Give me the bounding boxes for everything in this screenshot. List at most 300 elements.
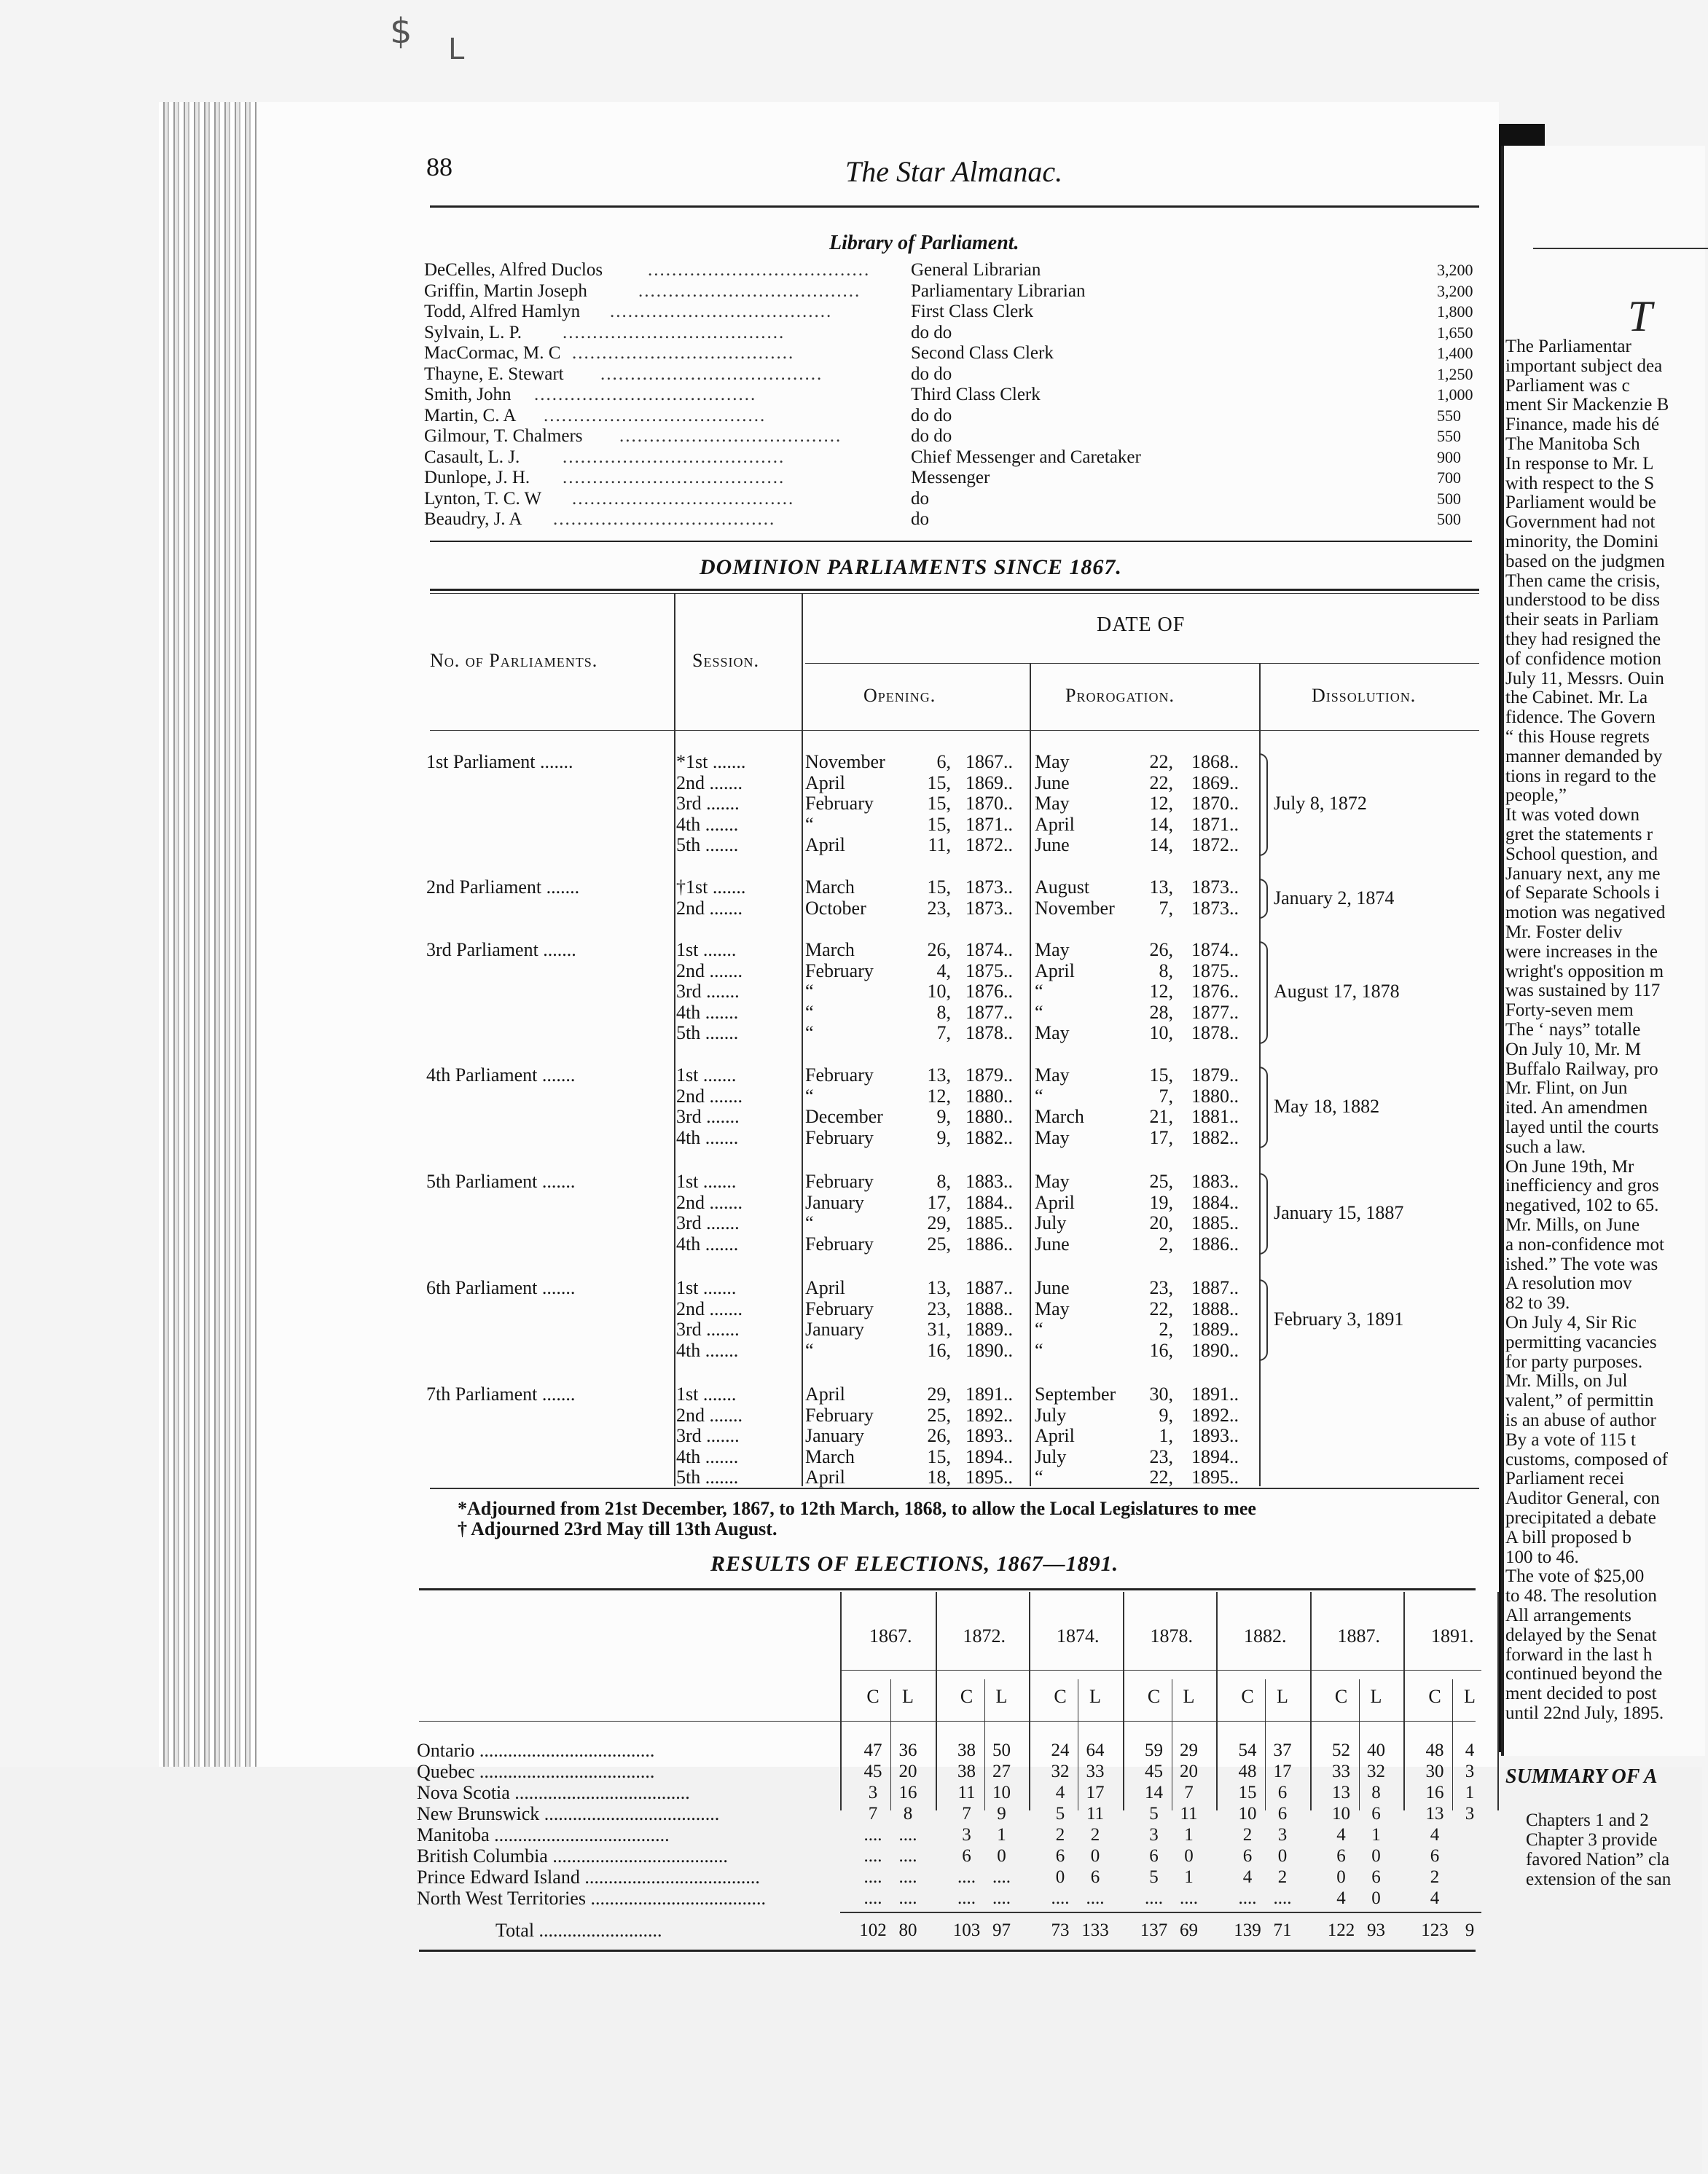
col-number: No. of Parliaments. xyxy=(430,650,598,671)
conservative-header: C xyxy=(1054,1686,1067,1707)
prorogation-day: 8, xyxy=(1159,960,1173,981)
right-page xyxy=(1501,146,1705,1889)
staff-salary: 500 xyxy=(1437,510,1461,528)
prorogation-month: April xyxy=(1035,1425,1075,1446)
date-of-rule xyxy=(805,663,1479,664)
conservative-header: C xyxy=(1428,1686,1441,1707)
staff-position: do do xyxy=(911,364,952,384)
election-value: 0 xyxy=(1371,1888,1381,1908)
col-opening: Opening. xyxy=(863,685,936,706)
election-value: 0 xyxy=(1090,1846,1100,1866)
staff-position: Third Class Clerk xyxy=(911,385,1041,404)
footnote-2: † Adjourned 23rd May till 13th August. xyxy=(458,1518,777,1539)
prorogation-day: 16, xyxy=(1149,1339,1173,1361)
election-value: 1 xyxy=(1371,1825,1381,1845)
parliament-name: 7th Parliament ....... xyxy=(426,1384,576,1405)
prorogation-day: 28, xyxy=(1149,1001,1173,1023)
library-row xyxy=(424,343,1473,364)
parliaments-top-rule-2 xyxy=(430,593,1479,594)
total-value: 103 xyxy=(952,1920,981,1940)
opening-year: 1889.. xyxy=(965,1319,1013,1340)
prorogation-day: 12, xyxy=(1149,793,1173,814)
opening-year: 1880.. xyxy=(965,1106,1013,1127)
election-value: 13 xyxy=(1332,1783,1350,1802)
opening-day: 23, xyxy=(927,1298,951,1319)
staff-salary: 550 xyxy=(1437,406,1461,425)
election-value: 1 xyxy=(997,1825,1006,1845)
session-label: 3rd ....... xyxy=(676,1319,740,1340)
election-value: 6 xyxy=(1336,1846,1346,1866)
prorogation-month: May xyxy=(1035,1298,1070,1319)
election-value: 1 xyxy=(1184,1825,1194,1845)
right-page-line: ment decided to post xyxy=(1505,1684,1657,1704)
right-page-rule xyxy=(1533,248,1708,249)
session-label: *1st ....... xyxy=(676,751,746,772)
leader-dots: ..................................... xyxy=(563,468,786,487)
opening-year: 1885.. xyxy=(965,1212,1013,1233)
right-page-line: Then came the crisis, xyxy=(1505,570,1661,591)
staff-salary: 900 xyxy=(1437,447,1461,466)
right-page-line: tions in regard to the xyxy=(1505,766,1656,786)
liberal-header: L xyxy=(902,1686,914,1707)
staff-position: do xyxy=(911,509,929,529)
session-label: 2nd ....... xyxy=(676,1191,743,1213)
library-title: Library of Parliament. xyxy=(829,232,1019,254)
election-value: 10 xyxy=(1238,1804,1257,1824)
col-date-of: DATE OF xyxy=(1097,613,1186,636)
prorogation-year: 1884.. xyxy=(1191,1191,1239,1213)
election-value: 4 xyxy=(1430,1888,1440,1908)
prorogation-day: 15, xyxy=(1149,1064,1173,1086)
right-page-line: for party purposes. xyxy=(1505,1351,1643,1372)
right-page-line: were increases in the xyxy=(1505,941,1658,962)
prorogation-month: November xyxy=(1035,897,1115,919)
opening-month: November xyxy=(805,751,885,772)
parliament-name: 1st Parliament ....... xyxy=(426,751,573,772)
session-label: 2nd ....... xyxy=(676,1298,743,1319)
prorogation-year: 1886.. xyxy=(1191,1233,1239,1255)
opening-day: 16, xyxy=(927,1339,951,1361)
leader-dots: ..................................... xyxy=(534,385,757,404)
election-value: 16 xyxy=(898,1783,917,1802)
prorogation-day: 10, xyxy=(1149,1022,1173,1043)
opening-month: February xyxy=(805,1064,874,1086)
election-value: 33 xyxy=(1086,1762,1105,1781)
opening-year: 1891.. xyxy=(965,1384,1013,1405)
total-value: 123 xyxy=(1421,1920,1449,1940)
election-value: 4 xyxy=(1336,1888,1346,1908)
opening-year: 1888.. xyxy=(965,1298,1013,1319)
election-value: .... xyxy=(898,1825,917,1845)
conservative-header: C xyxy=(866,1686,880,1707)
right-page-line: they had resigned the xyxy=(1505,629,1661,649)
right-page-line: continued beyond the xyxy=(1505,1664,1663,1684)
election-value: 6 xyxy=(1277,1804,1288,1824)
session-label: 2nd ....... xyxy=(676,897,743,919)
prorogation-day: 20, xyxy=(1149,1212,1173,1233)
election-value: 6 xyxy=(1090,1867,1100,1887)
session-label: 4th ....... xyxy=(676,1339,739,1361)
summary-line: favored Nation” cla xyxy=(1526,1850,1670,1869)
session-label: 1st ....... xyxy=(676,1064,737,1086)
total-value: 133 xyxy=(1081,1920,1109,1940)
prorogation-month: “ xyxy=(1035,1085,1043,1107)
library-row xyxy=(424,509,1473,530)
library-rule xyxy=(430,541,1472,542)
prorogation-month: “ xyxy=(1035,1467,1043,1488)
opening-day: 9, xyxy=(936,1126,951,1148)
parliaments-title: DOMINION PARLIAMENTS SINCE 1867. xyxy=(700,555,1122,579)
opening-year: 1884.. xyxy=(965,1191,1013,1213)
opening-month: February xyxy=(805,1233,874,1255)
elections-vline xyxy=(1029,1592,1030,1810)
opening-day: 23, xyxy=(927,897,951,919)
staff-salary: 3,200 xyxy=(1437,261,1473,279)
election-year: 1874. xyxy=(1057,1625,1100,1647)
right-page-line: 82 to 39. xyxy=(1505,1293,1570,1314)
session-label: 4th ....... xyxy=(676,1445,739,1467)
right-page-line: Finance, made his dé xyxy=(1505,415,1660,435)
right-page-line: of Separate Schools i xyxy=(1505,883,1660,903)
right-page-line: The ‘ nays” totalle xyxy=(1505,1020,1641,1040)
total-value: 137 xyxy=(1140,1920,1168,1940)
election-year: 1882. xyxy=(1244,1625,1287,1647)
right-page-line: ment Sir Mackenzie B xyxy=(1505,395,1669,415)
session-label: 2nd ....... xyxy=(676,772,743,793)
prorogation-year: 1891.. xyxy=(1191,1384,1239,1405)
opening-year: 1878.. xyxy=(965,1022,1013,1043)
opening-year: 1882.. xyxy=(965,1126,1013,1148)
right-page-line: The Parliamentar xyxy=(1505,337,1631,356)
opening-day: 9, xyxy=(936,1106,951,1127)
prorogation-month: June xyxy=(1035,772,1070,793)
right-page-line: Auditor General, con xyxy=(1505,1488,1660,1509)
prorogation-month: July xyxy=(1035,1212,1067,1233)
prorogation-day: 30, xyxy=(1149,1384,1173,1405)
election-value: 3 xyxy=(868,1783,878,1802)
right-page-line: their seats in Parliam xyxy=(1505,610,1659,630)
right-page-line: negatived, 102 to 65. xyxy=(1505,1196,1659,1216)
staff-name: Griffin, Martin Joseph xyxy=(424,280,587,301)
prorogation-day: 1, xyxy=(1159,1425,1173,1446)
opening-month: “ xyxy=(805,1022,814,1043)
election-value: 36 xyxy=(898,1741,917,1760)
prorogation-year: 1887.. xyxy=(1191,1277,1239,1298)
election-value: 64 xyxy=(1086,1741,1105,1760)
parliament-name: 5th Parliament ....... xyxy=(426,1171,576,1192)
year-rule xyxy=(840,1670,1481,1671)
staff-name: Smith, John xyxy=(424,385,512,404)
staff-name: Lynton, T. C. W xyxy=(424,488,542,509)
right-page-line: people,” xyxy=(1505,785,1567,806)
leader-dots: ..................................... xyxy=(563,322,786,342)
opening-month: March xyxy=(805,939,855,960)
library-row xyxy=(424,426,1473,447)
staff-name: DeCelles, Alfred Duclos xyxy=(424,260,603,280)
opening-month: “ xyxy=(805,813,814,835)
opening-year: 1874.. xyxy=(965,939,1013,960)
right-page-line: of confidence motion xyxy=(1505,648,1661,669)
drop-cap: T xyxy=(1628,292,1653,340)
election-year: 1872. xyxy=(963,1625,1006,1647)
election-value: 6 xyxy=(962,1846,971,1866)
library-row xyxy=(424,281,1473,302)
right-page-line: manner demanded by xyxy=(1505,746,1663,766)
right-page-line: customs, composed of xyxy=(1505,1449,1668,1469)
prorogation-month: “ xyxy=(1035,1001,1043,1023)
session-label: 4th ....... xyxy=(676,1126,739,1148)
prorogation-day: 22, xyxy=(1149,1467,1173,1488)
staff-name: MacCormac, M. C xyxy=(424,343,561,363)
col-session: Session. xyxy=(692,650,759,671)
opening-month: April xyxy=(805,1467,845,1488)
election-value: .... xyxy=(1180,1888,1198,1908)
opening-day: 31, xyxy=(927,1319,951,1340)
election-value: 15 xyxy=(1238,1783,1257,1802)
opening-year: 1894.. xyxy=(965,1445,1013,1467)
parliament-name: 3rd Parliament ....... xyxy=(426,939,576,960)
election-value: 1 xyxy=(1184,1867,1194,1887)
election-value: 7 xyxy=(962,1804,971,1824)
opening-month: March xyxy=(805,1445,855,1467)
right-page-line: motion was negatived xyxy=(1505,903,1666,923)
election-value: 40 xyxy=(1367,1741,1385,1760)
right-page-line: In response to Mr. L xyxy=(1505,453,1654,474)
election-value: 13 xyxy=(1425,1804,1444,1824)
right-page-line: precipitated a debate xyxy=(1505,1508,1656,1528)
opening-day: 7, xyxy=(936,1022,951,1043)
election-value: 2 xyxy=(1277,1867,1288,1887)
staff-salary: 550 xyxy=(1437,427,1461,445)
opening-month: February xyxy=(805,1171,874,1192)
election-value: 45 xyxy=(863,1762,882,1781)
right-page-line: minority, the Domini xyxy=(1505,532,1659,552)
staff-position: General Librarian xyxy=(911,260,1041,280)
election-value: 3 xyxy=(1149,1825,1159,1845)
group-brace xyxy=(1259,1279,1268,1361)
total-value: 80 xyxy=(898,1920,917,1940)
opening-month: April xyxy=(805,1384,845,1405)
total-rule xyxy=(840,1912,1481,1913)
election-value: 6 xyxy=(1242,1846,1253,1866)
election-value: 0 xyxy=(1184,1846,1194,1866)
prorogation-year: 1889.. xyxy=(1191,1319,1239,1340)
parliaments-vline-2 xyxy=(802,594,803,1486)
prorogation-year: 1875.. xyxy=(1191,960,1239,981)
prorogation-year: 1874.. xyxy=(1191,939,1239,960)
opening-day: 26, xyxy=(927,1425,951,1446)
right-page-line: fidence. The Govern xyxy=(1505,707,1656,728)
prorogation-day: 2, xyxy=(1159,1319,1173,1340)
opening-year: 1872.. xyxy=(965,834,1013,855)
election-value: 37 xyxy=(1273,1741,1292,1760)
prorogation-day: 2, xyxy=(1159,1233,1173,1255)
opening-day: 15, xyxy=(927,793,951,814)
library-row xyxy=(424,260,1473,280)
election-value: 4 xyxy=(1465,1741,1475,1760)
right-page-line: The vote of $25,00 xyxy=(1505,1566,1645,1587)
election-value: 0 xyxy=(1055,1867,1065,1887)
prorogation-month: May xyxy=(1035,1064,1070,1086)
election-value: .... xyxy=(957,1888,976,1908)
opening-day: 15, xyxy=(927,1445,951,1467)
right-page-line: By a vote of 115 t xyxy=(1505,1429,1636,1450)
election-year: 1867. xyxy=(869,1625,912,1647)
prorogation-day: 17, xyxy=(1149,1126,1173,1148)
prorogation-day: 25, xyxy=(1149,1171,1173,1192)
election-value: 50 xyxy=(992,1741,1011,1760)
opening-month: January xyxy=(805,1191,864,1213)
staff-position: Chief Messenger and Caretaker xyxy=(911,447,1141,467)
dissolution-date: February 3, 1891 xyxy=(1274,1308,1404,1330)
staff-salary: 700 xyxy=(1437,468,1461,487)
province-name: Quebec ..................................... xyxy=(417,1761,655,1782)
leader-dots: ..................................... xyxy=(572,343,795,363)
province-name: Prince Edward Island ..................................... xyxy=(417,1867,760,1888)
staff-position: First Class Clerk xyxy=(911,302,1034,321)
election-value: 38 xyxy=(957,1762,976,1781)
page-number: 88 xyxy=(426,152,453,181)
marginal-scribble-2: L xyxy=(448,33,465,66)
right-page-line: Mr. Mills, on June xyxy=(1505,1215,1640,1235)
election-value: 29 xyxy=(1180,1741,1198,1760)
header-rule xyxy=(430,205,1479,208)
prorogation-day: 7, xyxy=(1159,897,1173,919)
opening-day: 8, xyxy=(936,1171,951,1192)
province-name: Nova Scotia ..................................... xyxy=(417,1782,690,1803)
election-value: 17 xyxy=(1086,1783,1105,1802)
right-page-line: based on the judgmen xyxy=(1505,551,1665,571)
opening-month: February xyxy=(805,1126,874,1148)
opening-year: 1877.. xyxy=(965,1001,1013,1023)
prorogation-year: 1870.. xyxy=(1191,793,1239,814)
liberal-header: L xyxy=(1464,1686,1476,1707)
session-label: 4th ....... xyxy=(676,1233,739,1255)
opening-year: 1867.. xyxy=(965,751,1013,772)
election-value: 4 xyxy=(1055,1783,1065,1802)
prorogation-day: 22, xyxy=(1149,1298,1173,1319)
right-page-line: Mr. Foster deliv xyxy=(1505,922,1623,942)
parliaments-header-rule xyxy=(430,730,1479,731)
elections-vline xyxy=(1310,1592,1312,1810)
prorogation-day: 22, xyxy=(1149,751,1173,772)
election-value: 59 xyxy=(1145,1741,1163,1760)
election-value: 4 xyxy=(1336,1825,1346,1845)
prorogation-year: 1879.. xyxy=(1191,1064,1239,1086)
library-row xyxy=(424,364,1473,385)
opening-month: April xyxy=(805,772,845,793)
prorogation-month: “ xyxy=(1035,1339,1043,1361)
staff-salary: 500 xyxy=(1437,489,1461,508)
prorogation-month: May xyxy=(1035,1171,1070,1192)
election-value: 3 xyxy=(962,1825,971,1845)
opening-year: 1876.. xyxy=(965,981,1013,1002)
conservative-header: C xyxy=(1334,1686,1348,1707)
election-value: 4 xyxy=(1430,1825,1440,1845)
leader-dots: ..................................... xyxy=(563,447,786,467)
parliaments-top-rule xyxy=(430,589,1479,591)
prorogation-month: August xyxy=(1035,876,1090,898)
elections-bottom-rule xyxy=(419,1950,1476,1952)
election-value: 48 xyxy=(1425,1741,1444,1760)
group-brace xyxy=(1259,753,1268,856)
total-value: 73 xyxy=(1051,1920,1070,1940)
election-value: 38 xyxy=(957,1741,976,1760)
prorogation-month: June xyxy=(1035,834,1070,855)
leader-dots: ..................................... xyxy=(600,364,823,384)
right-page-line: On June 19th, Mr xyxy=(1505,1156,1634,1177)
prorogation-day: 7, xyxy=(1159,1085,1173,1107)
right-page-line: forward in the last h xyxy=(1505,1644,1653,1665)
group-brace xyxy=(1259,941,1268,1044)
prorogation-day: 12, xyxy=(1149,981,1173,1002)
opening-year: 1875.. xyxy=(965,960,1013,981)
prorogation-year: 1873.. xyxy=(1191,876,1239,898)
election-value: 10 xyxy=(992,1783,1011,1802)
election-value: 1 xyxy=(1465,1783,1475,1802)
staff-salary: 1,650 xyxy=(1437,323,1473,342)
elections-top-rule xyxy=(419,1588,1476,1590)
opening-month: January xyxy=(805,1425,864,1446)
prorogation-year: 1882.. xyxy=(1191,1126,1239,1148)
election-value: 3 xyxy=(1465,1762,1475,1781)
total-label: Total .......................... xyxy=(495,1920,662,1941)
total-value: 69 xyxy=(1180,1920,1198,1940)
opening-year: 1886.. xyxy=(965,1233,1013,1255)
total-value: 139 xyxy=(1234,1920,1261,1940)
right-page-line: gret the statements r xyxy=(1505,825,1653,844)
prorogation-year: 1883.. xyxy=(1191,1171,1239,1192)
right-page-line: wright's opposition m xyxy=(1505,961,1664,981)
election-value: .... xyxy=(898,1867,917,1887)
staff-name: Sylvain, L. P. xyxy=(424,322,522,342)
right-page-line: A resolution mov xyxy=(1505,1274,1632,1294)
footnote-1: *Adjourned from 21st December, 1867, to 12th March, 1868, to allow the Local Legislatures to mee xyxy=(458,1498,1256,1519)
right-page-line: with respect to the S xyxy=(1505,473,1655,493)
total-value: 9 xyxy=(1465,1920,1475,1940)
opening-day: 15, xyxy=(927,772,951,793)
opening-day: 4, xyxy=(936,960,951,981)
opening-month: February xyxy=(805,1404,874,1426)
staff-position: do xyxy=(911,488,929,509)
right-page-line: permitting vacancies xyxy=(1505,1332,1657,1352)
prorogation-day: 14, xyxy=(1149,834,1173,855)
election-value: .... xyxy=(863,1846,882,1866)
election-value: 6 xyxy=(1149,1846,1159,1866)
prorogation-day: 9, xyxy=(1159,1404,1173,1426)
session-label: 4th ....... xyxy=(676,1001,739,1023)
library-row xyxy=(424,406,1473,426)
prorogation-year: 1873.. xyxy=(1191,897,1239,919)
election-value: 0 xyxy=(1277,1846,1288,1866)
opening-year: 1890.. xyxy=(965,1339,1013,1361)
staff-position: Parliamentary Librarian xyxy=(911,280,1086,301)
session-label: 3rd ....... xyxy=(676,1212,740,1233)
session-label: †1st ....... xyxy=(676,876,746,898)
right-page-line: July 11, Messrs. Ouin xyxy=(1505,668,1664,688)
election-value: 5 xyxy=(1149,1867,1159,1887)
election-value: 7 xyxy=(868,1804,878,1824)
prorogation-month: July xyxy=(1035,1445,1067,1467)
session-label: 2nd ....... xyxy=(676,960,743,981)
province-name: British Columbia ..................................... xyxy=(417,1845,728,1867)
opening-month: “ xyxy=(805,1339,814,1361)
liberal-header: L xyxy=(995,1686,1008,1707)
group-brace xyxy=(1259,1067,1268,1148)
running-title: The Star Almanac. xyxy=(845,155,1063,188)
parliaments-bottom-rule xyxy=(430,1488,1479,1489)
right-page-line: is an abuse of author xyxy=(1505,1410,1656,1430)
